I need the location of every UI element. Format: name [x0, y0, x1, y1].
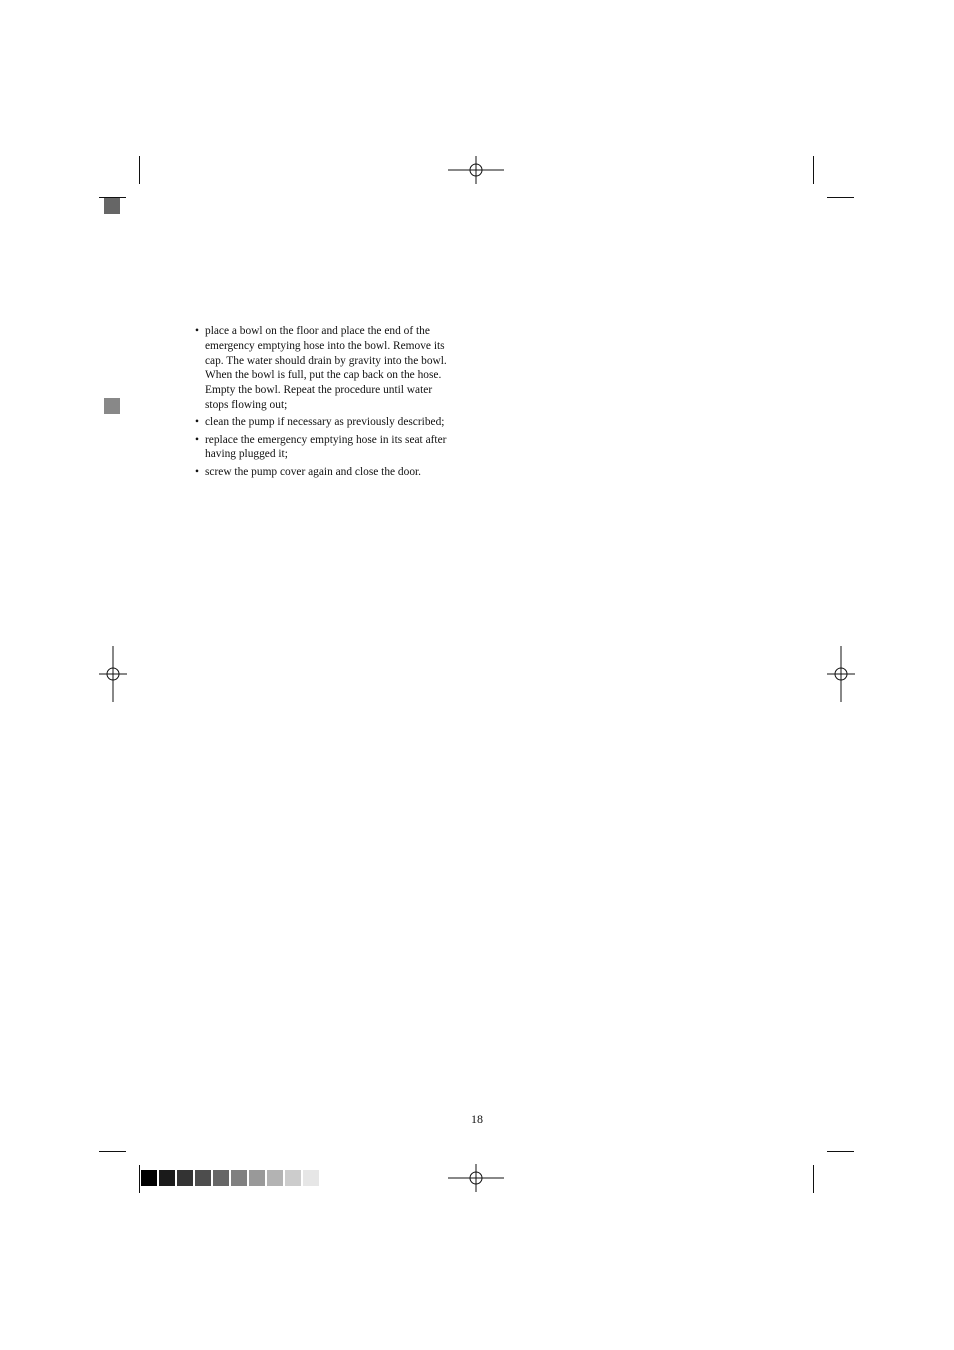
- registration-mark-top-icon: [448, 156, 504, 184]
- color-swatch: [303, 1170, 319, 1186]
- color-swatch: [267, 1170, 283, 1186]
- registration-mark-left-icon: [99, 646, 127, 702]
- crop-mark-bottom-right-vertical: [813, 1165, 814, 1193]
- registration-mark-bottom-icon: [448, 1164, 504, 1192]
- color-swatch: [249, 1170, 265, 1186]
- bullet-icon: •: [195, 433, 199, 446]
- color-swatch: [177, 1170, 193, 1186]
- instructions-text: [195, 324, 465, 482]
- crop-mark-top-right-vertical: [813, 156, 814, 184]
- text-line: cap. The water should drain by gravity into the bowl.: [205, 354, 447, 367]
- list-item-text: [205, 416, 444, 428]
- list-item-text: [205, 466, 421, 478]
- crop-mark-bottom-right-horizontal: [827, 1151, 854, 1152]
- text-line: When the bowl is full, put the cap back on the hose.: [205, 369, 442, 382]
- crop-mark-top-left-vertical: [139, 156, 140, 184]
- color-swatch: [213, 1170, 229, 1186]
- text-line: screw the pump cover again and close the door.: [205, 465, 422, 478]
- text-line: clean the pump if necessary as previously described;: [205, 416, 445, 429]
- text-line: stops flowing out;: [205, 398, 288, 411]
- text-line: having plugged it;: [205, 448, 288, 461]
- instruction-list: [195, 324, 465, 479]
- text-line: Empty the bowl. Repeat the procedure until water: [205, 384, 433, 397]
- page-number: 18: [471, 1112, 483, 1126]
- text-line: place a bowl on the floor and place the end of the: [205, 325, 430, 337]
- bullet-icon: •: [195, 416, 199, 429]
- list-item: [195, 324, 465, 413]
- color-swatch: [141, 1170, 157, 1186]
- color-swatch: [159, 1170, 175, 1186]
- color-calibration-bar: [141, 1170, 321, 1186]
- list-item: [195, 415, 465, 430]
- crop-mark-top-right-horizontal: [827, 197, 854, 198]
- text-line: replace the emergency emptying hose in its seat after: [205, 433, 447, 446]
- margin-square-top: [104, 198, 120, 214]
- list-item: [195, 433, 465, 463]
- list-item: [195, 465, 465, 480]
- list-item-text: [205, 434, 446, 461]
- margin-square-middle: [104, 398, 120, 414]
- list-item-text: [205, 325, 447, 411]
- registration-mark-right-icon: [827, 646, 855, 702]
- bullet-icon: •: [195, 465, 199, 478]
- color-swatch: [231, 1170, 247, 1186]
- bullet-icon: •: [195, 325, 199, 337]
- crop-mark-bottom-left-horizontal: [99, 1151, 126, 1152]
- text-line: emergency emptying hose into the bowl. Remove its: [205, 339, 445, 352]
- color-swatch: [195, 1170, 211, 1186]
- color-swatch: [285, 1170, 301, 1186]
- crop-mark-bottom-left-vertical: [139, 1165, 140, 1193]
